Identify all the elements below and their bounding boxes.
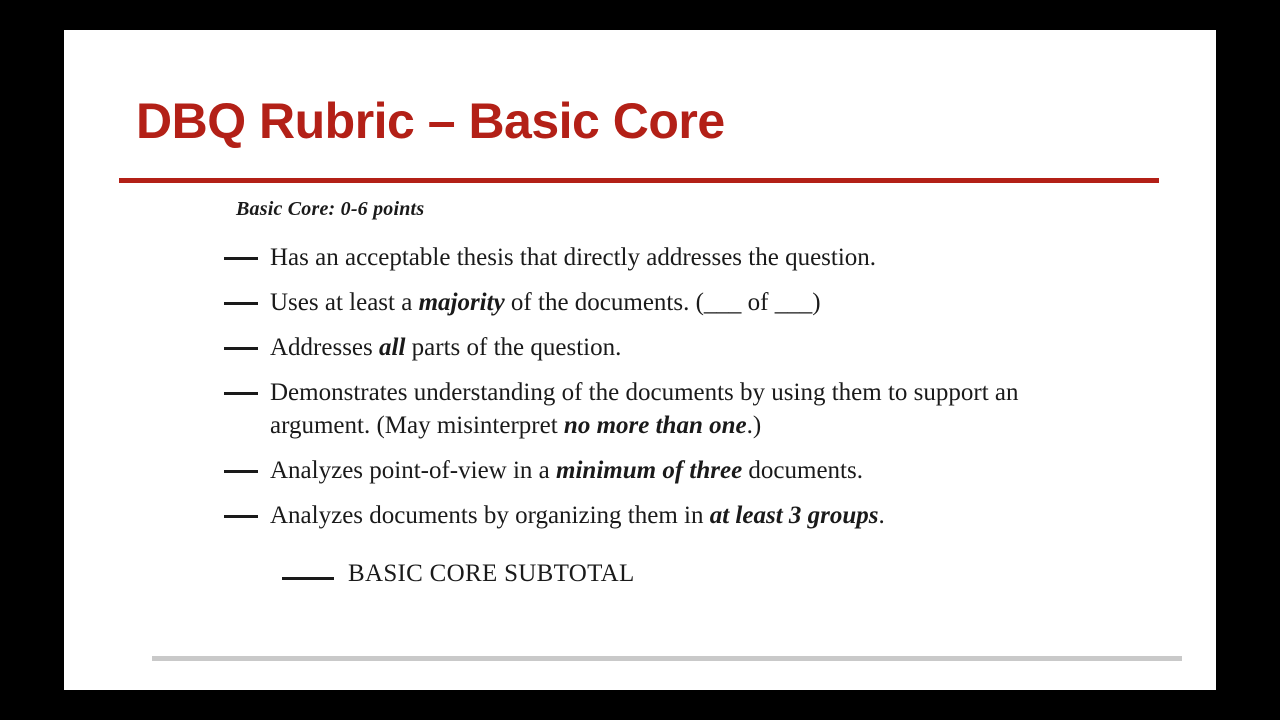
rubric-item-text-emphasis: all [379,334,406,361]
rubric-item-text-pre: Addresses [270,334,380,361]
title-divider [119,178,1159,183]
rubric-item-text [270,376,1124,442]
subtotal-label: BASIC CORE SUBTOTAL [348,560,635,587]
rubric-item-text-pre: Uses at least a [270,289,419,316]
rubric-item-text-pre: Has an acceptable thesis that directly addresses the question. [270,244,877,271]
list-item [224,331,1124,364]
score-blank[interactable] [224,515,258,518]
rubric-item-list [224,241,1124,532]
rubric-item-text-pre: Demonstrates understanding of the documents by using them to support an argument. (May misinterpret [270,379,1019,439]
rubric-item-text-emphasis: no more than one [563,412,747,439]
page-title: DBQ Rubric – Basic Core [136,93,725,149]
list-item [224,286,1124,319]
rubric-item-text-post: documents. [742,457,863,484]
score-blank[interactable] [224,257,258,260]
rubric-item-text-emphasis: minimum of three [556,457,743,484]
rubric-item-text-emphasis: majority [418,289,505,316]
rubric-item-text [270,454,1124,487]
list-item [224,454,1124,487]
score-blank[interactable] [224,392,258,395]
subtotal-row [282,560,1124,588]
score-blank[interactable] [224,302,258,305]
score-blank[interactable] [224,347,258,350]
bottom-divider [152,656,1182,661]
rubric-item-text-post: . [878,502,885,529]
rubric-item-text [270,286,1124,319]
list-item [224,499,1124,532]
rubric-item-text [270,331,1124,364]
subtotal-blank[interactable] [282,577,334,580]
list-item [224,376,1124,442]
list-item [224,241,1124,274]
rubric-item-text-emphasis: at least 3 groups [709,502,879,529]
rubric-item-text-post: .) [746,412,762,439]
rubric-item-text [270,241,1124,274]
score-blank[interactable] [224,470,258,473]
rubric-item-text-pre: Analyzes point-of-view in a [270,457,557,484]
rubric-item-text [270,499,1124,532]
rubric-item-text-post: parts of the question. [405,334,622,361]
slide-canvas [64,30,1216,690]
rubric-item-text-post: of the documents. (___ of ___) [504,289,821,316]
rubric-heading: Basic Core: 0-6 points [236,198,425,220]
rubric-body [224,198,1124,588]
rubric-item-text-pre: Analyzes documents by organizing them in [270,502,710,529]
